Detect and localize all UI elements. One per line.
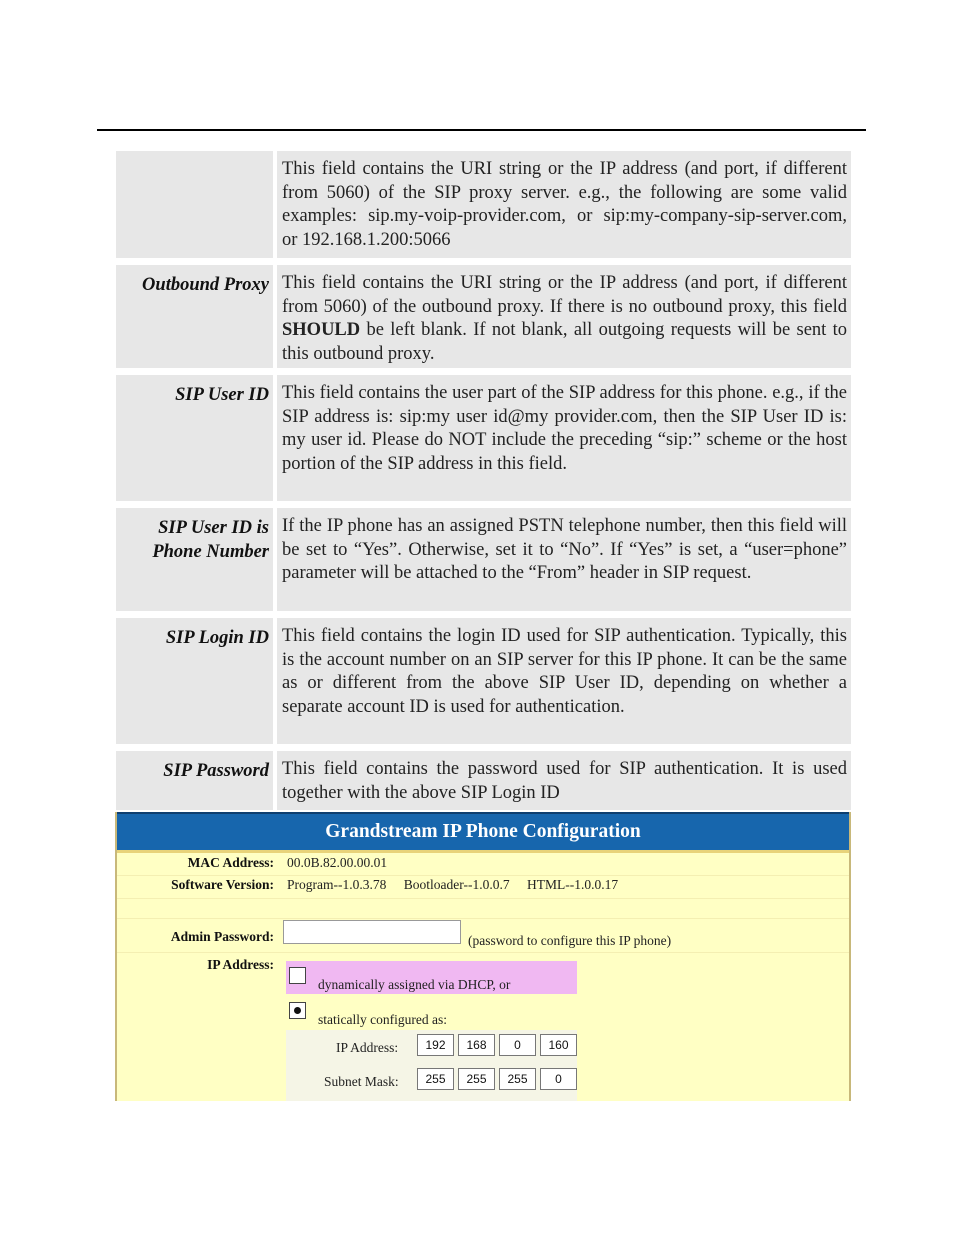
ip-octet-input[interactable]: 0 (499, 1034, 536, 1056)
config-title: Grandstream IP Phone Configuration (117, 812, 849, 853)
row-description: If the IP phone has an assigned PSTN telephone number, then this field will be set to “Yes”. Otherwise, set it to “No”. If “Yes” is set, a “user=phone” parameter will be attached to the “From” header in SIP request. (277, 508, 851, 611)
admin-password-field[interactable] (283, 920, 461, 944)
divider (117, 952, 849, 953)
table-row (116, 751, 851, 810)
row-label: SIP User ID is Phone Number (116, 508, 273, 611)
row-description: This field contains the password used for SIP authentication. It is used together with the above SIP Login ID (277, 751, 851, 810)
field-description-table (116, 151, 851, 817)
row-description: This field contains the user part of the SIP address for this phone. e.g., if the SIP address is: sip:my user id@my provider.com, then the SIP User ID is: my user id. Please do NOT include the preceding “sip:” scheme or the host portion of the SIP address in this field. (277, 375, 851, 501)
dhcp-option-label: dynamically assigned via DHCP, or (318, 977, 511, 992)
program-version: Program--1.0.3.78 (287, 877, 387, 892)
radio-selected-dot (294, 1007, 301, 1014)
ip-octet-input[interactable]: 160 (540, 1034, 577, 1056)
dhcp-radio[interactable] (289, 967, 306, 984)
divider (117, 875, 849, 876)
row-label: SIP Password (116, 751, 273, 810)
row-label (116, 151, 273, 258)
top-rule (97, 129, 866, 131)
config-screenshot-panel (115, 812, 851, 1101)
html-version: HTML--1.0.0.17 (526, 877, 619, 892)
ip-address-label: IP Address: (207, 957, 274, 972)
row-description (277, 265, 851, 368)
static-option-label: statically configured as: (318, 1012, 447, 1027)
mask-octet-input[interactable]: 0 (540, 1068, 577, 1090)
divider (117, 918, 849, 919)
software-label: Software Version: (171, 877, 274, 892)
admin-password-hint: (password to configure this IP phone) (468, 933, 672, 948)
table-row (116, 375, 851, 501)
divider (117, 898, 849, 899)
mac-label: MAC Address: (187, 855, 274, 870)
table-row (116, 151, 851, 258)
mask-octet-input[interactable]: 255 (499, 1068, 536, 1090)
table-row (116, 508, 851, 611)
static-ip-label: IP Address: (336, 1040, 399, 1055)
row-label: Outbound Proxy (116, 265, 273, 368)
ip-octet-input[interactable]: 168 (458, 1034, 495, 1056)
subnet-mask-label: Subnet Mask: (324, 1074, 399, 1089)
row-label: SIP Login ID (116, 618, 273, 744)
desc-text: be left blank. If not blank, all outgoing requests will be sent to this outbound proxy. (282, 320, 847, 364)
static-radio[interactable] (289, 1002, 306, 1019)
row-description: This field contains the URI string or the IP address (and port, if different from 5060) of the SIP proxy server. e.g., the following are some valid examples: sip.my-voip-provider.com, or sip:my-company-sip-server.com, or 192.168.1.200:5066 (277, 151, 851, 258)
table-row (116, 265, 851, 368)
table-row (116, 618, 851, 744)
row-description: This field contains the login ID used for SIP authentication. Typically, this is the account number on an SIP server for this IP phone. It can be the same as or different from the above SIP User ID, depending on whether a separate account ID is used for authentication. (277, 618, 851, 744)
software-value (287, 877, 632, 893)
row-label: SIP User ID (116, 375, 273, 501)
bootloader-version: Bootloader--1.0.0.7 (403, 877, 510, 892)
mask-octet-input[interactable]: 255 (458, 1068, 495, 1090)
desc-emphasis: SHOULD (282, 320, 361, 341)
mask-octet-input[interactable]: 255 (417, 1068, 454, 1090)
desc-text: This field contains the URI string or the IP address (and port, if different from 5060) of the outbound proxy. If there is no outbound proxy, this field (282, 273, 847, 317)
admin-password-label: Admin Password: (170, 929, 274, 944)
mac-value: 00.0B.82.00.00.01 (287, 855, 388, 870)
ip-octet-input[interactable]: 192 (417, 1034, 454, 1056)
